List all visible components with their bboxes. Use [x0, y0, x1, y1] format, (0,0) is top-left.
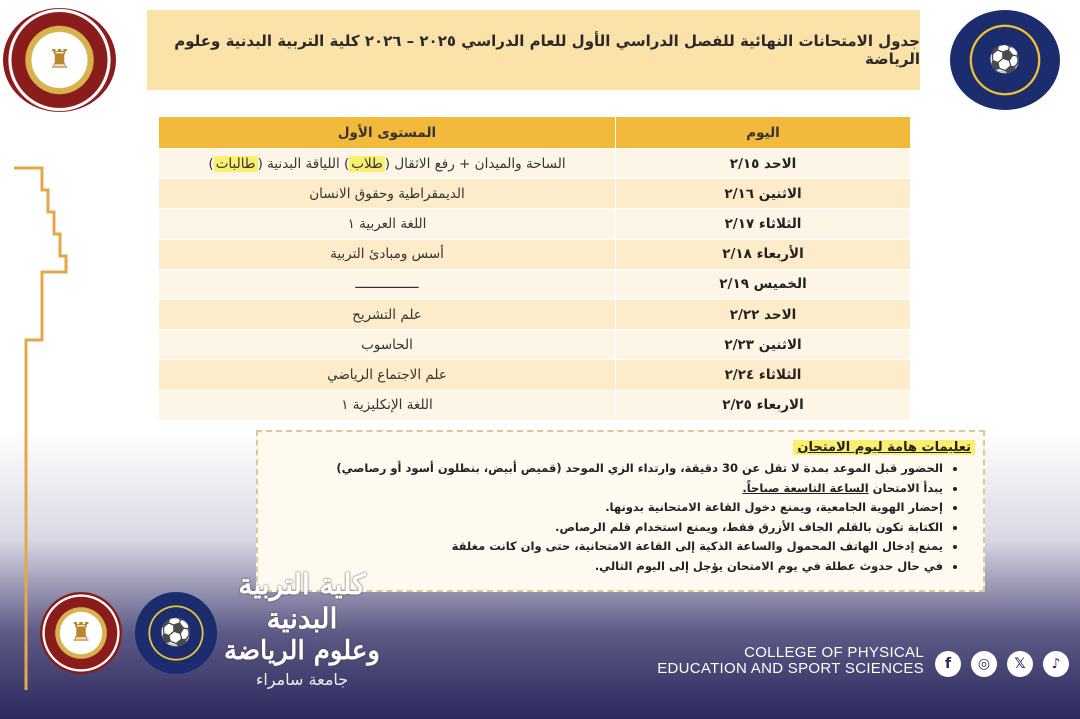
tower-icon: ♜	[47, 45, 72, 75]
day-cell: الاحد ٢/١٥	[616, 149, 911, 179]
day-cell: الخميس ٢/١٩	[616, 269, 911, 299]
day-cell: الاثنين ٢/١٦	[616, 179, 911, 209]
university-logo-footer	[40, 592, 122, 674]
subject-cell	[159, 149, 616, 179]
list-item	[272, 479, 943, 499]
day-cell: الثلاثاء ٢/٢٤	[616, 360, 911, 390]
day-cell: الاربعاء ٢/٢٥	[616, 390, 911, 420]
instructions-title: تعليمات هامة ليوم الامتحان	[793, 440, 975, 455]
subject-cell: اللغة الإنكليزية ١	[159, 390, 616, 420]
table-row	[159, 390, 911, 420]
subject-cell: علم الاجتماع الرياضي	[159, 360, 616, 390]
tower-icon: ♜	[69, 618, 93, 648]
header-banner	[147, 10, 920, 90]
day-cell: الاحد ٢/٢٢	[616, 299, 911, 329]
table-row	[159, 239, 911, 269]
table-row	[159, 360, 911, 390]
university-name-arabic: جامعة سامراء	[255, 670, 349, 689]
subject-cell: ــــــــــــــــ	[159, 269, 616, 299]
college-logo	[950, 10, 1060, 110]
table-row	[159, 149, 911, 179]
list-item: • يمنع إدخال الهاتف المحمول والساعة الذكية إلى القاعة الامتحانية، حتى وان كانت مغلقة	[272, 537, 943, 557]
college-ar-line2: وعلوم الرياضة	[224, 636, 380, 666]
day-cell: الثلاثاء ٢/١٧	[616, 209, 911, 239]
list-item: • في حال حدوث عطلة في يوم الامتحان يؤجل إلى اليوم التالي.	[272, 557, 943, 577]
subject-text: الساحة والميدان + رفع الاثقال (	[384, 155, 566, 172]
page-title: جدول الامتحانات النهائية للفصل الدراسي الأول للعام الدراسي ٢٠٢٥ – ٢٠٢٦ كلية التربية البدنية وعلوم الرياضة	[174, 32, 920, 68]
subject-text: ) اللياقة البدنية (	[257, 155, 350, 172]
athlete-icon: ⚽	[988, 45, 1022, 75]
subject-cell: أسس ومبادئ التربية	[159, 239, 616, 269]
list-item: • إحضار الهوية الجامعية، ويمنع دخول القاعة الامتحانية بدونها.	[272, 498, 943, 518]
highlight-female: طالبات	[215, 155, 256, 172]
subject-text: )	[208, 155, 214, 172]
day-cell: الأربعاء ٢/١٨	[616, 239, 911, 269]
highlight-male: طلاب	[351, 155, 383, 172]
college-name-english	[600, 645, 924, 677]
level-column-header: المستوى الأول	[159, 117, 616, 149]
exam-schedule-table	[158, 116, 911, 421]
subject-cell: علم التشريح	[159, 299, 616, 329]
table-row	[159, 269, 911, 299]
subject-cell: الحاسوب	[159, 330, 616, 360]
table-row	[159, 330, 911, 360]
college-en-line2: EDUCATION AND SPORT SCIENCES	[657, 660, 924, 677]
table-row	[159, 209, 911, 239]
university-logo	[3, 8, 116, 112]
table-row	[159, 299, 911, 329]
table-row	[159, 179, 911, 209]
facebook-icon[interactable]: f	[935, 651, 961, 677]
college-ar-line1: كلية التربية البدنية	[238, 568, 366, 635]
list-item-underlined: الساعة التاسعة صباحاً.	[742, 480, 869, 495]
tiktok-icon[interactable]: ♪	[1043, 651, 1069, 677]
list-item: • الحضور قبل الموعد بمدة لا تقل عن 30 دقيقة، وارتداء الزي الموحد (قميص أبيض، بنطلون أسود أو رصاصي)	[272, 459, 943, 479]
day-column-header: اليوم	[616, 117, 911, 149]
college-en-line1: COLLEGE OF PHYSICAL	[744, 644, 924, 661]
x-icon[interactable]: 𝕏	[1007, 651, 1033, 677]
college-name-arabic	[212, 568, 392, 694]
college-logo-footer	[135, 592, 217, 674]
list-item-text: يبدأ الامتحان	[868, 480, 943, 495]
instructions-list	[272, 459, 971, 576]
social-links	[935, 651, 1069, 677]
day-cell: الاثنين ٢/٢٣	[616, 330, 911, 360]
table-header-row	[159, 117, 911, 149]
instagram-icon[interactable]: ◎	[971, 651, 997, 677]
list-item: • الكتابة تكون بالقلم الجاف الأزرق فقط، ويمنع استخدام قلم الرصاص.	[272, 518, 943, 538]
subject-cell: اللغة العربية ١	[159, 209, 616, 239]
athlete-icon: ⚽	[159, 618, 193, 648]
subject-cell: الديمقراطية وحقوق الانسان	[159, 179, 616, 209]
